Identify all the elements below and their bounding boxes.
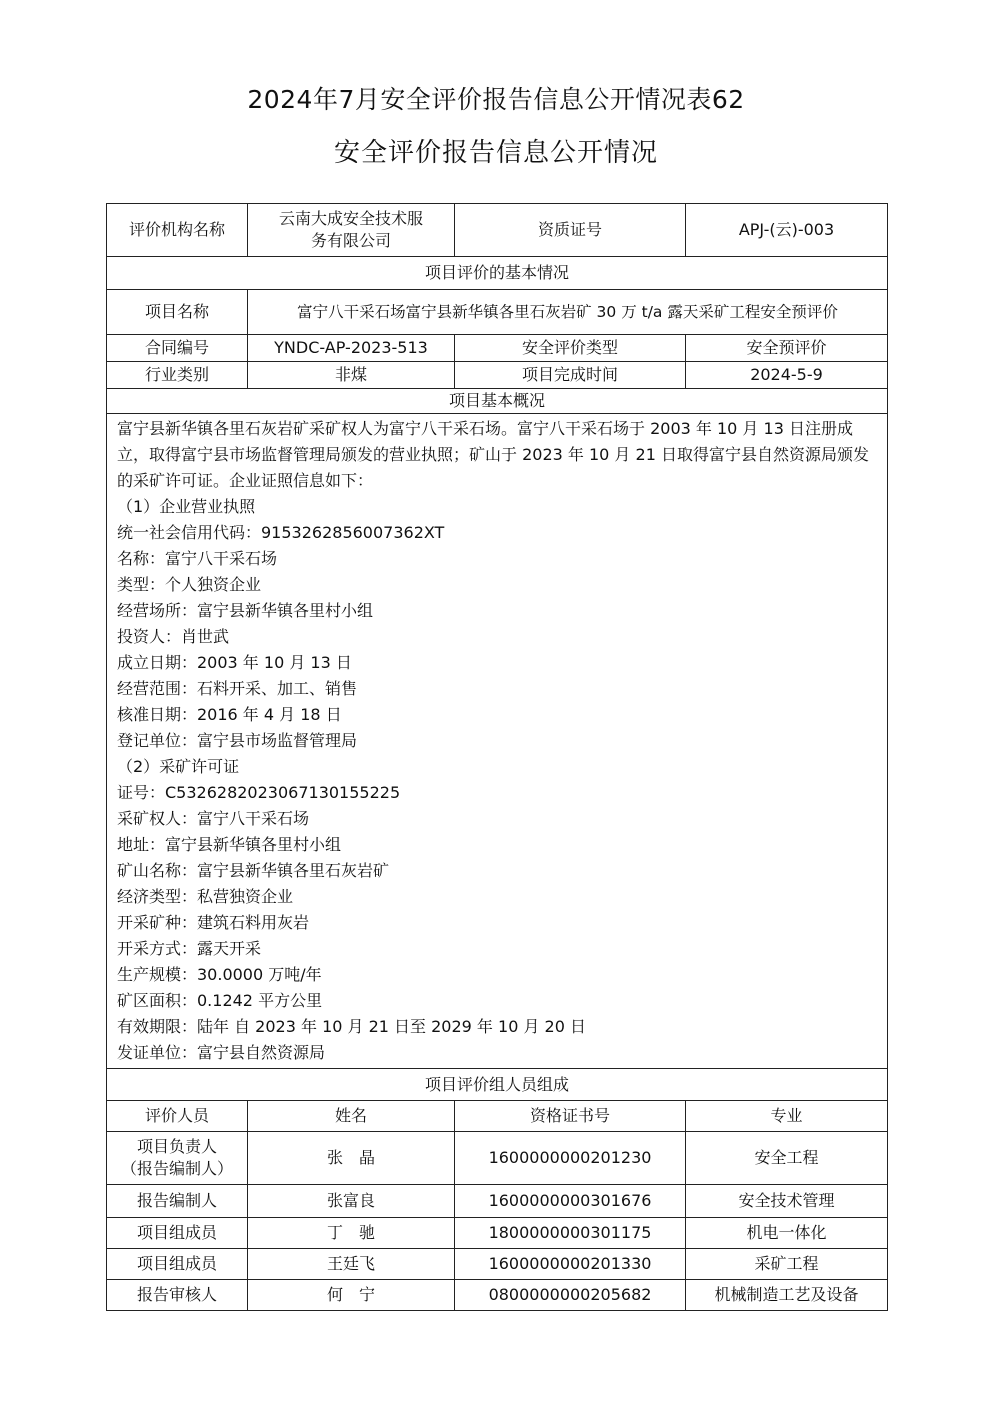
team-role bbox=[107, 1132, 248, 1185]
overview-line: 类型：个人独资企业 bbox=[117, 575, 262, 594]
overview-line: （1）企业营业执照 bbox=[117, 497, 256, 516]
overview-line: 证号：C5326282023067130155225 bbox=[117, 783, 401, 802]
overview-line: 地址：富宁县新华镇各里村小组 bbox=[117, 835, 342, 854]
team-major: 采矿工程 bbox=[686, 1249, 888, 1280]
team-title: 项目评价组人员组成 bbox=[107, 1069, 888, 1101]
institution-name-line1: 云南大成安全技术服 bbox=[278, 209, 423, 228]
cert-value: APJ-(云)-003 bbox=[686, 204, 888, 257]
institution-name-value bbox=[248, 204, 455, 257]
basic-section-row bbox=[107, 257, 888, 290]
team-role: 项目组成员 bbox=[107, 1218, 248, 1249]
team-name: 何 宁 bbox=[248, 1280, 455, 1311]
team-cert: 1800000000301175 bbox=[455, 1218, 686, 1249]
document-subtitle: 安全评价报告信息公开情况 bbox=[333, 138, 658, 168]
overview-line: 名称：富宁八干采石场 bbox=[117, 549, 278, 568]
team-role: 项目组成员 bbox=[107, 1249, 248, 1280]
team-major: 机电一体化 bbox=[686, 1218, 888, 1249]
team-major: 安全技术管理 bbox=[686, 1185, 888, 1218]
finish-value: 2024-5-9 bbox=[686, 362, 888, 389]
team-name: 张富良 bbox=[248, 1185, 455, 1218]
contract-row bbox=[107, 335, 888, 362]
contract-label: 合同编号 bbox=[107, 335, 248, 362]
team-major: 机械制造工艺及设备 bbox=[686, 1280, 888, 1311]
overview-line: 采矿权人：富宁八干采石场 bbox=[117, 809, 310, 828]
overview-line: 生产规模：30.0000 万吨/年 bbox=[117, 965, 322, 984]
team-header-major: 专业 bbox=[686, 1101, 888, 1132]
overview-line: 登记单位：富宁县市场监督管理局 bbox=[117, 731, 358, 750]
team-row bbox=[107, 1185, 888, 1218]
team-name: 王廷飞 bbox=[248, 1249, 455, 1280]
industry-row bbox=[107, 362, 888, 389]
team-name: 张 晶 bbox=[248, 1132, 455, 1185]
overview-row bbox=[107, 414, 888, 1069]
eval-type-label: 安全评价类型 bbox=[455, 335, 686, 362]
overview-line: 成立日期：2003 年 10 月 13 日 bbox=[117, 653, 352, 672]
overview-line: 经营范围：石料开采、加工、销售 bbox=[117, 679, 358, 698]
team-role-line1: 项目负责人 bbox=[136, 1137, 217, 1156]
overview-line: 开采方式：露天开采 bbox=[117, 939, 262, 958]
overview-title: 项目基本概况 bbox=[107, 389, 888, 414]
eval-type-value: 安全预评价 bbox=[686, 335, 888, 362]
industry-value: 非煤 bbox=[248, 362, 455, 389]
disclosure-table bbox=[106, 203, 888, 1311]
overview-line: 经营场所：富宁县新华镇各里村小组 bbox=[117, 601, 374, 620]
project-name-value: 富宁八干采石场富宁县新华镇各里石灰岩矿 30 万 t/a 露天采矿工程安全预评价 bbox=[248, 290, 888, 335]
overview-line: 统一社会信用代码：9153262856007362XT bbox=[117, 523, 445, 542]
contract-value: YNDC-AP-2023-513 bbox=[248, 335, 455, 362]
team-name: 丁 驰 bbox=[248, 1218, 455, 1249]
team-cert: 1600000000201230 bbox=[455, 1132, 686, 1185]
overview-line: 发证单位：富宁县自然资源局 bbox=[117, 1043, 326, 1062]
document-title: 2024年7月安全评价报告信息公开情况表62 bbox=[247, 85, 745, 114]
team-header-role: 评价人员 bbox=[107, 1101, 248, 1132]
overview-line: 经济类型：私营独资企业 bbox=[117, 887, 294, 906]
project-name-row bbox=[107, 290, 888, 335]
team-title-row bbox=[107, 1069, 888, 1101]
team-cert: 1600000000301676 bbox=[455, 1185, 686, 1218]
overview-line: 投资人：肖世武 bbox=[117, 627, 230, 646]
overview-line: 核准日期：2016 年 4 月 18 日 bbox=[117, 705, 342, 724]
overview-line: 矿区面积：0.1242 平方公里 bbox=[117, 991, 323, 1010]
overview-line: 矿山名称：富宁县新华镇各里石灰岩矿 bbox=[117, 861, 390, 880]
team-role-line2: （报告编制人） bbox=[120, 1159, 233, 1178]
team-major: 安全工程 bbox=[686, 1132, 888, 1185]
team-role: 报告编制人 bbox=[107, 1185, 248, 1218]
overview-line: 有效期限：陆年 自 2023 年 10 月 21 日至 2029 年 10 月 20 日 bbox=[117, 1017, 586, 1036]
team-header-row bbox=[107, 1101, 888, 1132]
institution-row bbox=[107, 204, 888, 257]
overview-line: （2）采矿许可证 bbox=[117, 757, 240, 776]
cert-label: 资质证号 bbox=[455, 204, 686, 257]
team-row bbox=[107, 1280, 888, 1311]
overview-line: 开采矿种：建筑石料用灰岩 bbox=[117, 913, 310, 932]
team-cert: 0800000000205682 bbox=[455, 1280, 686, 1311]
overview-text bbox=[107, 414, 888, 1069]
team-header-cert: 资格证书号 bbox=[455, 1101, 686, 1132]
team-cert: 1600000000201330 bbox=[455, 1249, 686, 1280]
team-row bbox=[107, 1132, 888, 1185]
team-row bbox=[107, 1249, 888, 1280]
overview-intro: 富宁县新华镇各里石灰岩矿采矿权人为富宁八干采石场。富宁八干采石场于 2003 年 10 月 13 日注册成立，取得富宁县市场监督管理局颁发的营业执照；矿山于 2023 年 10 月 21 日取得富宁县自然资源局颁发的采矿许可证。企业证照信息如下： bbox=[117, 419, 869, 490]
project-name-label: 项目名称 bbox=[107, 290, 248, 335]
team-role: 报告审核人 bbox=[107, 1280, 248, 1311]
team-header-name: 姓名 bbox=[248, 1101, 455, 1132]
basic-section-title: 项目评价的基本情况 bbox=[107, 257, 888, 290]
team-row bbox=[107, 1218, 888, 1249]
institution-name-line2: 务有限公司 bbox=[310, 231, 391, 250]
industry-label: 行业类别 bbox=[107, 362, 248, 389]
institution-name-label: 评价机构名称 bbox=[107, 204, 248, 257]
finish-label: 项目完成时间 bbox=[455, 362, 686, 389]
overview-title-row bbox=[107, 389, 888, 414]
